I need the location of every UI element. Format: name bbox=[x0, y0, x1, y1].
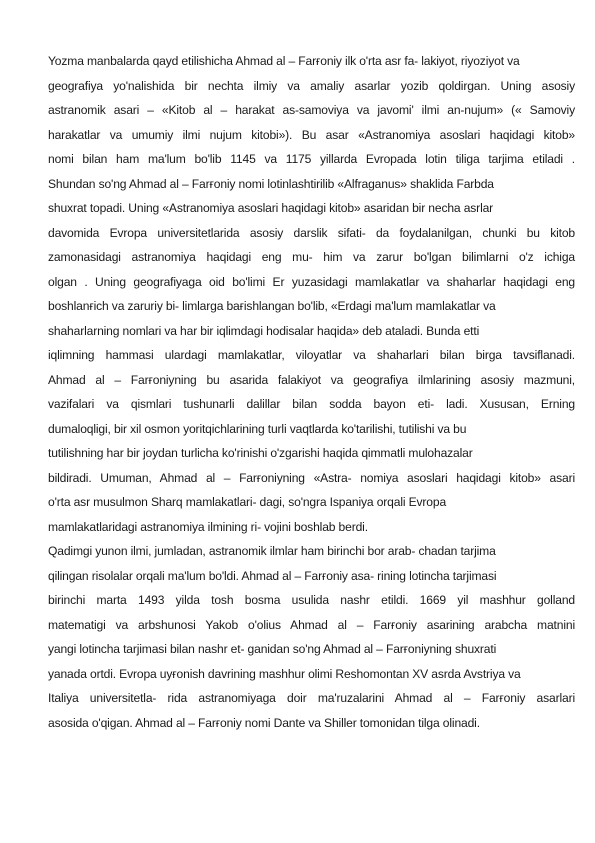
text-line: davomida Evropa universitetlarida asosiy darslik sifati- da foydalanilgan, chunki bu kitob bbox=[48, 225, 575, 240]
text-line: yanada ortdi. Evropa uyғonish davrining mashhur olimi Reshomontan XV asrda Avstriya va bbox=[48, 666, 521, 681]
text-line: Ahmad al – Farғoniyning bu asarida falakiyot va geografiya ilmlarining asosiy mazmuni, bbox=[48, 372, 575, 387]
text-line: boshlanғich va zaruriy bi- limlarga baғishlangan bo'lib, «Erdagi ma'lum mamlakatlar va bbox=[48, 299, 496, 313]
text-line: zamonasidagi astranomiya haqidagi eng mu- him va zarur bo'lgan bilimlarni o'z ichiga bbox=[48, 250, 575, 264]
text-line: asosida o'qigan. Ahmad al – Farғoniy nomi Dante va Shiller tomonidan tilga olinadi. bbox=[48, 715, 480, 730]
text-line: harakatlar va umumiy ilmi nujum kitobi»). Bu asar «Astranomiya asoslari haqidagi kitob» bbox=[48, 127, 575, 142]
text-line: yangi lotincha tarjimasi bilan nashr et- ganidan so'ng Ahmad al – Farғoniyning shuxrati bbox=[48, 642, 497, 656]
document-page bbox=[48, 49, 575, 735]
text-line: Qadimgi yunon ilmi, jumladan, astranomik ilmlar ham birinchi bor arab- chadan tarjima bbox=[48, 544, 496, 558]
text-line: matematigi va arbshunosi Yakob o'olius Ahmad al – Farғoniy asarining arabcha matnini bbox=[48, 617, 575, 632]
text-line: geografiya yo'nalishida bir nechta ilmiy va amaliy asarlar yozib qoldirgan. Uning asosiy bbox=[48, 78, 575, 93]
text-line: nomi bilan ham ma'lum bo'lib 1145 va 1175 yillarda Evropada lotin tiliga tarjima etiladi . bbox=[48, 152, 575, 166]
text-line: mamlakatlaridagi astranomiya ilmining ri- vojini boshlab berdi. bbox=[48, 519, 368, 534]
paragraph bbox=[48, 49, 575, 539]
text-line: Yozma manbalarda qayd etilishicha Ahmad al – Farғoniy ilk o'rta asr fa- lakiyot, riyoziyot va bbox=[48, 54, 520, 68]
text-line: birinchi marta 1493 yilda tosh bosma usulida nashr etildi. 1669 yil mashhur golland bbox=[48, 593, 575, 607]
text-line: shaharlarning nomlari va har bir iqlimdagi hodisalar haqida» deb ataladi. Bunda etti bbox=[48, 323, 480, 338]
text-line: Italiya universitetla- rida astranomiyaga doir ma'ruzalarini Ahmad al – Farғoniy asarlari bbox=[48, 691, 575, 705]
text-line: dumaloqligi, bir xil osmon yoritqichlarining turli vaqtlarda ko'tarilishi, tutilishi va bu bbox=[48, 421, 467, 436]
text-line: shuxrat topadi. Uning «Astranomiya asoslari haqidagi kitob» asaridan bir necha asrlar bbox=[48, 201, 494, 215]
text-line: Shundan so'ng Ahmad al – Farғoniy nomi lotinlashtirilib «Alfraganus» shaklida Farbda bbox=[48, 176, 494, 191]
text-line: tutilishning har bir joydan turlicha ko'rinishi o'zgarishi haqida qimmatli mulohazalar bbox=[48, 446, 473, 460]
text-line: iqlimning hammasi ulardagi mamlakatlar, viloyatlar va shaharlari bilan birga tavsiflanadi. bbox=[48, 348, 575, 362]
text-line: bildiradi. Umuman, Ahmad al – Farғoniyning «Astra- nomiya asoslari haqidagi kitob» asari bbox=[48, 470, 575, 485]
text-line: qilingan risolalar orqali ma'lum bo'ldi. Ahmad al – Farғoniy asa- rining lotincha tarjimasi bbox=[48, 568, 497, 583]
text-line: astranomik asari – «Kitob al – harakat as-samoviya va javomi' ilmi an-nujum» (« Samoviy bbox=[48, 103, 575, 117]
text-line: o'rta asr musulmon Sharq mamlakatlari- dagi, so'ngra Ispaniya orqali Evropa bbox=[48, 495, 447, 509]
paragraph bbox=[48, 539, 575, 735]
text-line: olgan . Uning geografiyaga oid bo'limi Er yuzasidagi mamlakatlar va shaharlar haqidagi eng bbox=[48, 274, 575, 289]
text-line: vazifalari va qismlari tushunarli dalillar bilan sodda bayon eti- ladi. Xususan, Erning bbox=[48, 397, 575, 411]
